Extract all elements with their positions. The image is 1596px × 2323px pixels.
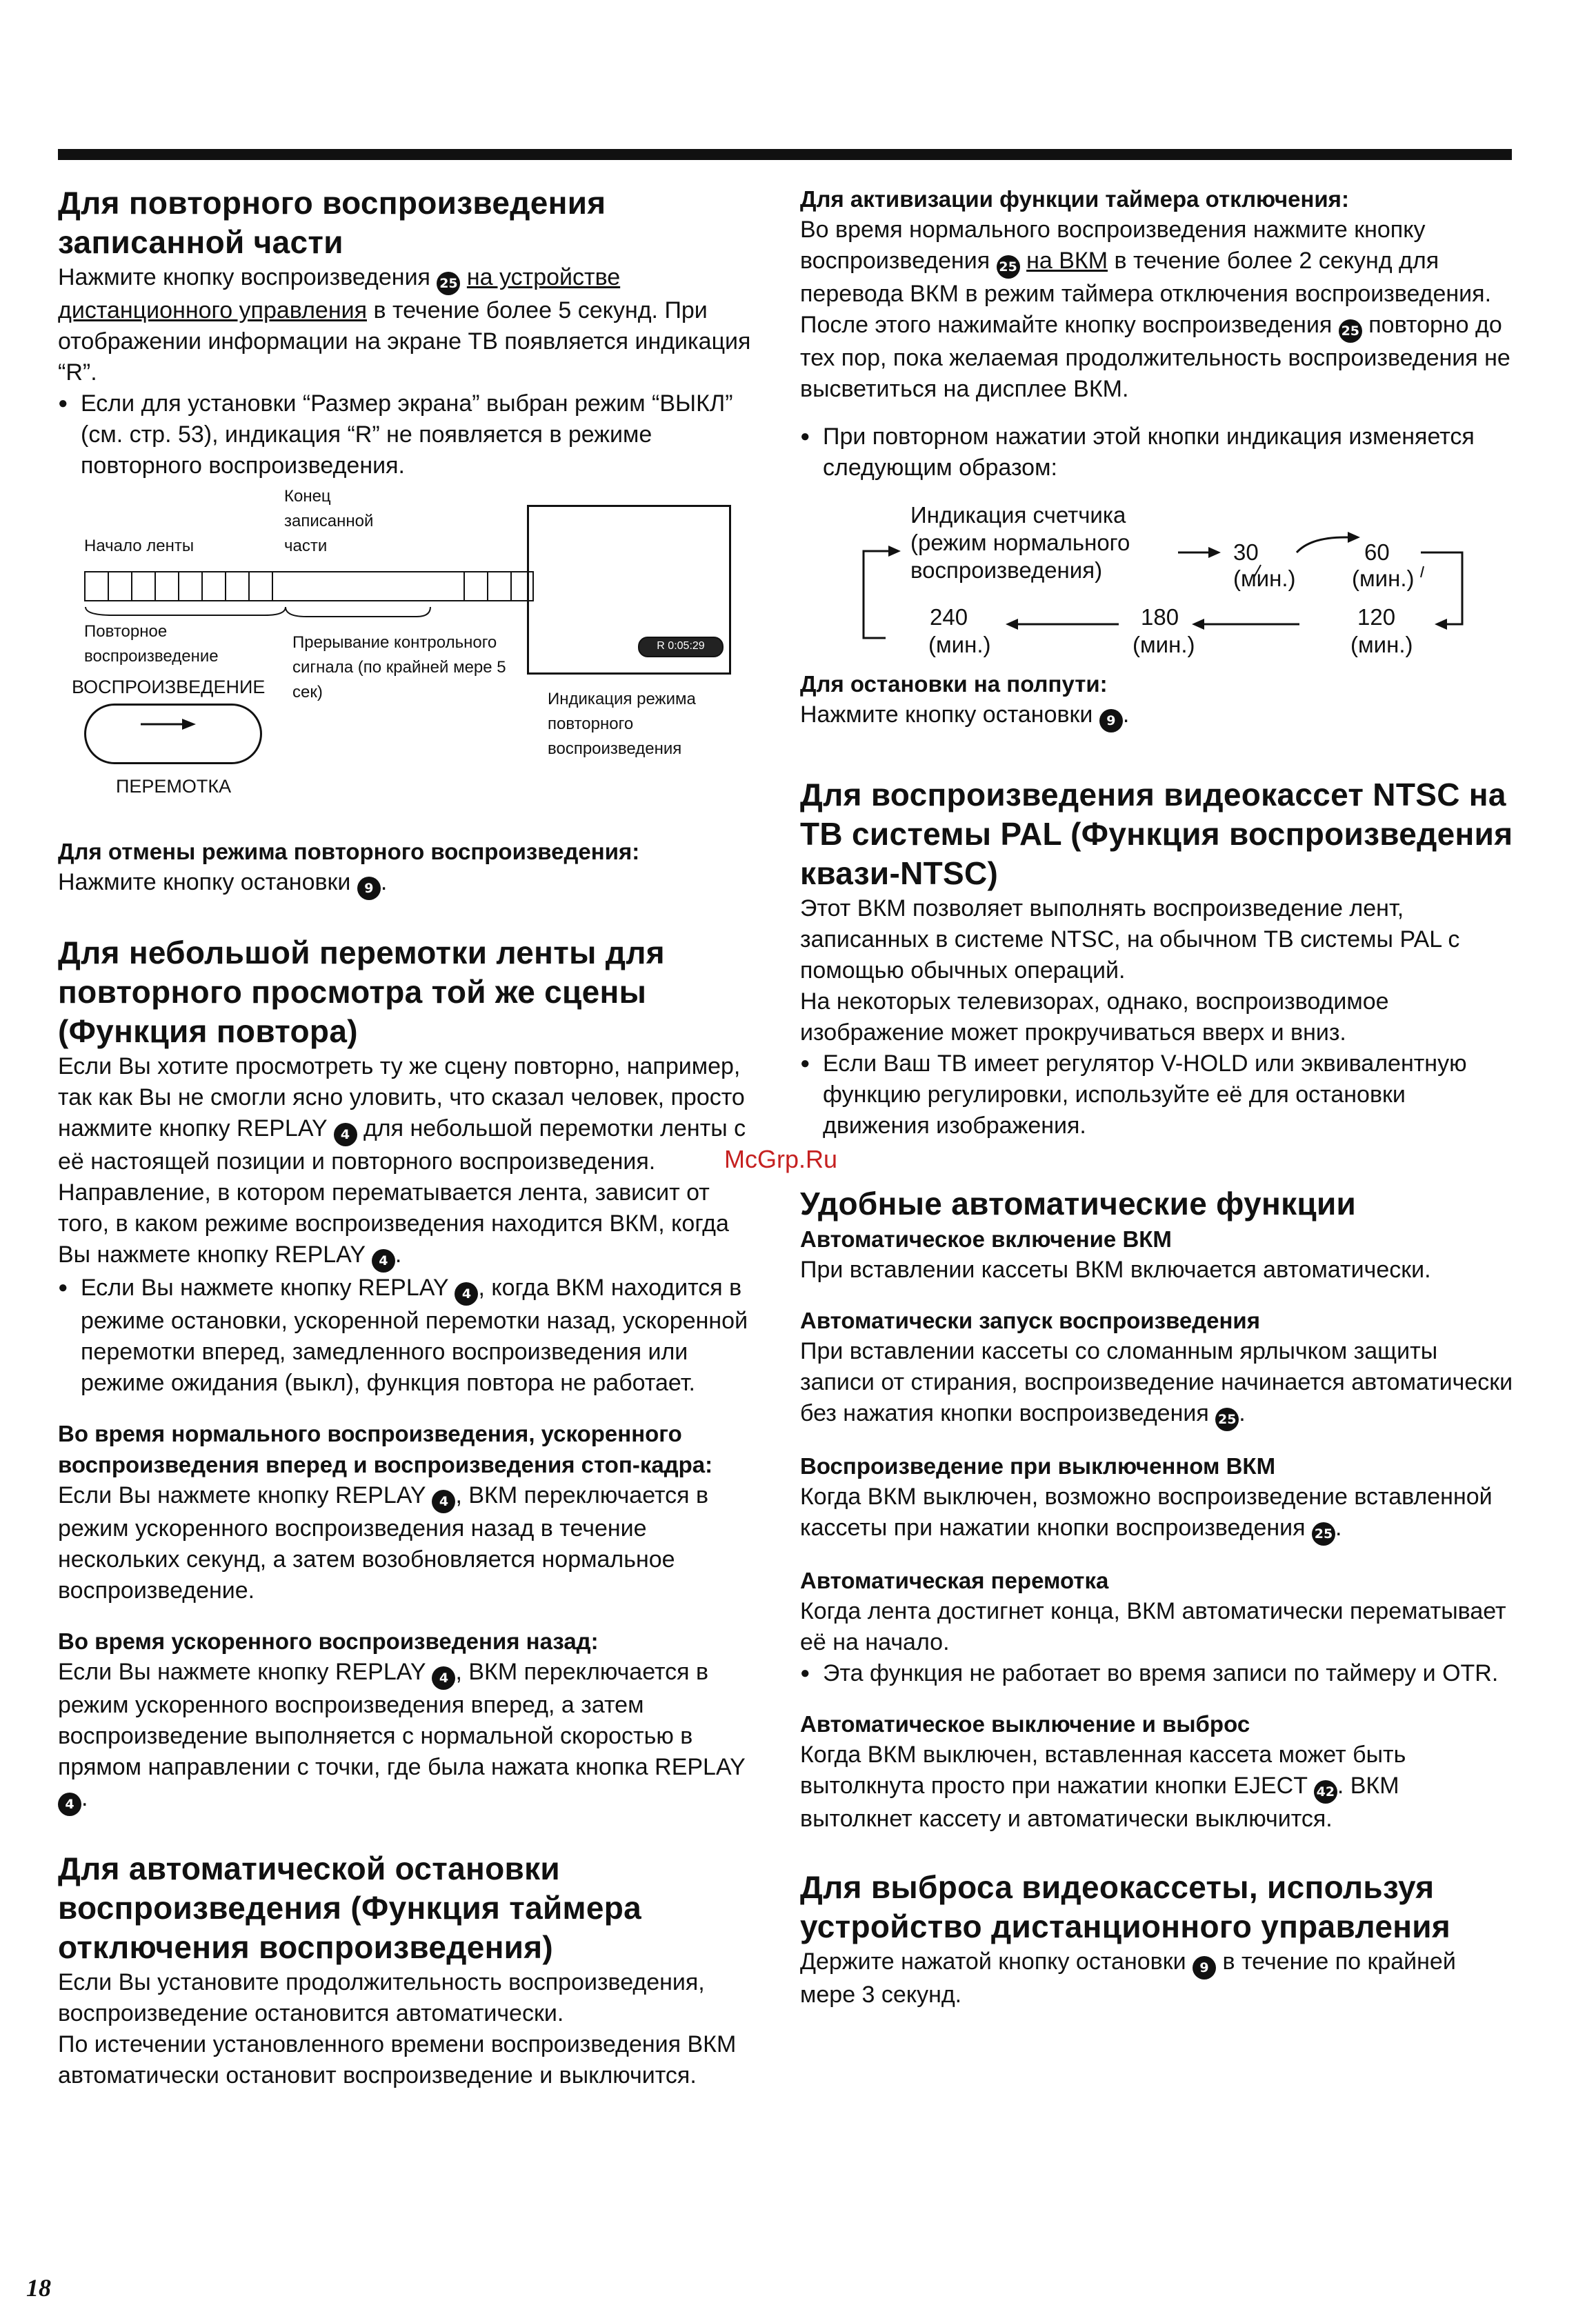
paragraph: На некоторых телевизорах, однако, воспроизводимое изображение может прокручиваться вверх и вниз. (800, 988, 1389, 1046)
vcr-link: на ВКМ (1026, 248, 1108, 274)
counter-label: Индикация счетчика (режим нормального воспроизведения) (910, 502, 1130, 583)
paragraph: Когда лента достигнет конца, ВКМ автоматически перематывает её на начало. (800, 1598, 1506, 1655)
button-number-badge: 25 (1215, 1408, 1239, 1431)
value-30: 30 (1233, 539, 1259, 565)
tv-screen (527, 505, 731, 675)
bullet-item: ● Если Ваш ТВ имеет регулятор V-HOLD или эквивалентную функцию регулировки, используйте её для остановки движения изображения. (800, 1048, 1517, 1141)
page-number: 18 (26, 2274, 51, 2302)
button-number-badge: 4 (334, 1123, 357, 1146)
remote-control-link: на устройстве дистанционного управления (58, 264, 621, 323)
bullet-list (800, 421, 1517, 483)
section-title-ntsc: Для воспроизведения видеокассет NTSC на ТВ системы PAL (Функция воспроизведения квази-NTSC) (800, 777, 1513, 891)
unit-label: (мин.) (1350, 632, 1413, 657)
unit-label: (мин.) (1352, 566, 1415, 591)
cancel-repeat-heading: Для отмены режима повторного воспроизведения: (58, 839, 640, 864)
left-column (58, 183, 766, 2091)
section-title-eject-remote: Для выброса видеокассеты, используя устройство дистанционного управления (800, 1869, 1451, 1944)
button-number-badge: 4 (455, 1282, 478, 1306)
stop-halfway-heading: Для остановки на полпути: (800, 671, 1108, 697)
label-repeat: Повторное воспроизведение (84, 622, 219, 666)
paragraph: Если Вы установите продолжительность воспроизведения, воспроизведение остановится автоматически. (58, 1969, 705, 2026)
unit-label: (мин.) (928, 632, 991, 657)
paragraph: Нажмите кнопку остановки 9 . (58, 867, 766, 900)
button-number-badge: 4 (58, 1793, 81, 1816)
section-title-replay: Для небольшой перемотки ленты для повторного просмотра той же сцены (Функция повтора) (58, 935, 665, 1049)
label-rec-end: Конец записанной части (284, 487, 374, 555)
tape-loop-oval (84, 704, 262, 764)
button-number-badge: 25 (437, 272, 460, 295)
button-number-badge: 9 (1099, 709, 1123, 732)
bullet-item: ● Если Вы нажмете кнопку REPLAY 4 , когда ВКМ находится в режиме остановки, ускоренной перемотки назад, ускоренной перемотки вперед, замедленного воспроизведения или режиме ожидания (выкл), функция повтора не работает. (58, 1273, 766, 1399)
button-number-badge: 25 (1339, 319, 1362, 343)
value-180: 180 (1141, 604, 1179, 630)
label-play: ВОСПРОИЗВЕДЕНИЕ (72, 677, 266, 697)
bullet-item: ● Эта функция не работает во время записи по таймеру и OTR. (800, 1658, 1517, 1689)
paragraph: Направление, в котором перематывается лента, зависит от того, в каком режиме воспроизведения находится ВКМ, когда Вы нажмете кнопку REPLAY 4 . (58, 1177, 766, 1273)
top-rule (58, 149, 1512, 160)
value-120: 120 (1357, 604, 1396, 630)
paragraph: Когда ВКМ выключен, возможно воспроизведение вставленной кассеты при нажатии кнопки воспроизведения 25 . (800, 1482, 1517, 1546)
section-title-repeat-playback: Для повторного воспроизведения записанной части (58, 185, 606, 260)
value-240: 240 (930, 604, 968, 630)
label-tape-start: Начало ленты (84, 537, 194, 555)
subheading: Автоматическое включение ВКМ (800, 1226, 1172, 1252)
label-interrupt: Прерывание контрольного сигнала (по крайней мере 5 сек) (292, 633, 506, 701)
subheading: Автоматическое выключение и выброс (800, 1711, 1250, 1737)
button-number-badge: 25 (1312, 1522, 1335, 1546)
bullet-list (800, 1658, 1517, 1689)
paragraph: При вставлении кассеты ВКМ включается автоматически. (800, 1257, 1431, 1283)
button-number-badge: 4 (372, 1249, 395, 1273)
paragraph: Если Вы нажмете кнопку REPLAY 4 , ВКМ переключается в режим ускоренного воспроизведения вперед, а затем воспроизведение выполняется с нормальной скоростью в прямом направлении с точки, где была нажата кнопка REPLAY 4 . (58, 1657, 766, 1816)
paragraph: Во время нормального воспроизведения нажмите кнопку воспроизведения 25 на ВКМ в течение более 2 секунд для перевода ВКМ в режим таймера отключения воспроизведения. (800, 217, 1492, 307)
paragraph: По истечении установленного времени воспроизведения ВКМ автоматически остановит воспроизведение и выключится. (58, 2031, 737, 2088)
bullet-item: ● При повторном нажатии этой кнопки индикация изменяется следующим образом: (800, 421, 1517, 483)
label-rewind: ПЕРЕМОТКА (116, 776, 232, 797)
button-number-badge: 25 (997, 255, 1020, 279)
unit-label: (мин.) (1233, 566, 1296, 591)
paragraph: Этот ВКМ позволяет выполнять воспроизведение лент, записанных в системе NTSC, на обычном ТВ системы PAL с помощью обычных операций. (800, 895, 1460, 984)
watermark: McGrp.Ru (724, 1145, 838, 1173)
subheading: Автоматическая перемотка (800, 1568, 1109, 1593)
button-number-badge: 9 (1193, 1956, 1216, 1980)
paragraph: Нажмите кнопку воспроизведения 25 на устройстве дистанционного управления в течение более 5 секунд. При отображении информации на экране ТВ появляется индикация “R”. (58, 264, 751, 386)
bullet-list (800, 1048, 1517, 1141)
paragraph: Нажмите кнопку остановки 9 . (800, 699, 1517, 732)
section-title-auto-stop: Для автоматической остановки воспроизведения (Функция таймера отключения воспроизведения) (58, 1851, 642, 1965)
paragraph: Если Вы нажмете кнопку REPLAY 4 , ВКМ переключается в режим ускоренного воспроизведения назад в течение нескольких секунд, а затем возобновляется нормальное воспроизведение. (58, 1482, 709, 1604)
rewind-playback-heading: Во время ускоренного воспроизведения назад: (58, 1628, 599, 1654)
button-number-badge: 4 (432, 1666, 455, 1690)
repeat-playback-diagram (58, 487, 766, 836)
repeat-indicator: R 0:05:29 (638, 637, 724, 657)
bullet-list (58, 1273, 766, 1399)
right-column (800, 183, 1517, 2011)
value-60: 60 (1364, 539, 1390, 565)
button-number-badge: 4 (432, 1490, 455, 1513)
paragraph: Если Вы хотите просмотреть ту же сцену повторно, например, так как Вы не смогли ясно уловить, что сказал человек, просто нажмите кнопку REPLAY 4 для небольшой перемотки ленты с её настоящей позиции и повторного воспроизведения. (58, 1053, 746, 1175)
paragraph: Когда ВКМ выключен, вставленная кассета может быть вытолкнута просто при нажатии кнопки EJECT 42 . ВКМ вытолкнет кассету и автоматически выключится. (800, 1742, 1406, 1832)
normal-playback-heading: Во время нормального воспроизведения, ускоренного воспроизведения вперед и воспроизведения стоп-кадра: (58, 1421, 713, 1477)
paragraph: Держите нажатой кнопку остановки 9 в течение по крайней мере 3 секунд. (800, 1948, 1456, 2008)
label-indicator: Индикация режима повторного воспроизведения (548, 690, 696, 758)
paragraph: После этого нажимайте кнопку воспроизведения 25 повторно до тех пор, пока желаемая продолжительность воспроизведения не высветиться на дисплее ВКМ. (800, 312, 1510, 402)
bullet-item: ● Если для установки “Размер экрана” выбран режим “ВЫКЛ” (см. стр. 53), индикация “R” не появляется в режиме повторного воспроизведения. (58, 388, 766, 481)
bullet-list (58, 388, 766, 481)
timer-cycle-diagram (800, 489, 1517, 668)
activate-timer-heading: Для активизации функции таймера отключения: (800, 186, 1349, 212)
button-number-badge: 9 (357, 877, 381, 900)
subheading: Автоматически запуск воспроизведения (800, 1308, 1260, 1333)
subheading: Воспроизведение при выключенном ВКМ (800, 1453, 1276, 1479)
button-number-badge: 42 (1314, 1780, 1337, 1804)
section-title-auto-functions: Удобные автоматические функции (800, 1186, 1357, 1222)
paragraph: При вставлении кассеты со сломанным ярлычком защиты записи от стирания, воспроизведение начинается автоматически без нажатия кнопки воспроизведения 25 . (800, 1336, 1517, 1431)
unit-label: (мин.) (1133, 632, 1195, 657)
